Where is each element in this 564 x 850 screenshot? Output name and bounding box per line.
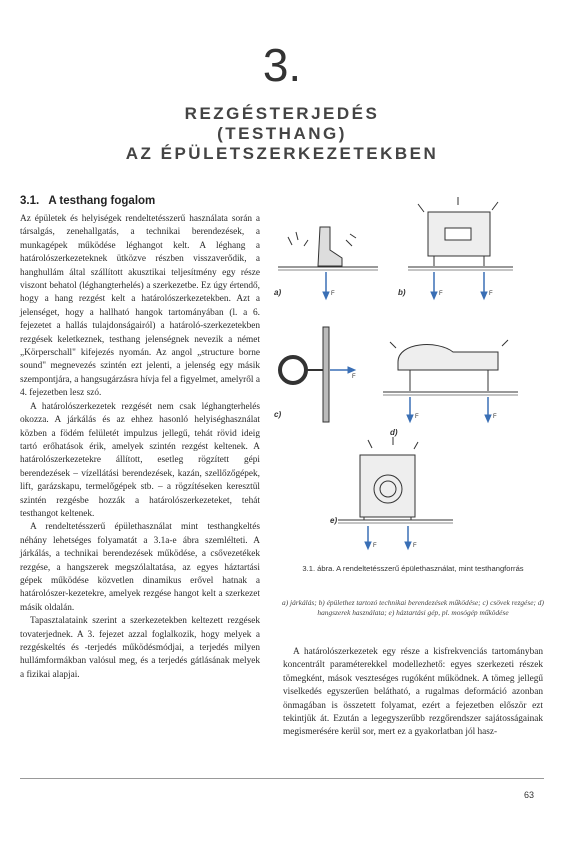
force-label: F (415, 414, 419, 420)
figure-caption: 3.1. ábra. A rendeltetésszerű épülethasználat, mint testhangforrás (302, 564, 524, 573)
walking-foot-icon (278, 227, 378, 299)
figure-illustration (268, 192, 558, 562)
footer-rule (20, 778, 544, 779)
section-title: A testhang fogalom (48, 195, 156, 207)
left-column (20, 213, 260, 682)
chapter-title-line-3: AZ ÉPÜLETSZERKEZETEKBEN (125, 144, 439, 163)
force-label: F (331, 291, 335, 297)
paragraph-3: A rendeltetésszerű épülethasználat mint testhangkeltés néhány lehetséges folyamatát a 3.1a-e ábra szemlélteti. A járkálás, a technikai berendezések működése, a csővezetékek rezgése, a hangszerek megszólaltatása, az egyes háztartási gépek működése közvetlen dinamikus erővel hatnak a határolószer-kezetekre, amelyek rezgése hangot kelt a szerkezet másik oldalán. (20, 522, 260, 613)
force-label: F (373, 543, 377, 549)
force-label: F (493, 414, 497, 420)
pipe-in-wall-icon (280, 327, 355, 422)
figure-label-d: d) (390, 428, 398, 437)
section-number: 3.1. (20, 195, 40, 207)
force-label: F (413, 543, 417, 549)
figure-caption-legend: a) járkálás; b) épülethez tartozó technikai berendezések működése; c) csövek rezgése; d) hangszerek használata; e) háztartási gép, pl. mosógép működése (282, 598, 544, 617)
paragraph-1: Az épületek és helyiségek rendeltetésszerű használata során a társalgás, zenehallgatás, a technikai berendezések, a munkagépek működése léghangot kelt. A léghang a határolószerkezeteknek ütközve részben visszaverődik, a hanghullám által szállított akusztikai teljesítmény egy része viszont behatol (léghangterhelés) a szerkezetbe. Ez úgy értendő, hogy a hang rezgést kelt a határolószerkezetekben. Azt a jelenséget, hogy a hallható hangok tartományában (l. a 6. fejezetet a hallás tulajdonságairól) a határoló-szerkezetekben rezgések keletkeznek, testhang jelenségnek nevezik a német „Körperschall" kifejezés nyomán. Az angol „structure borne sound" megnevezés szintén ezt jelenti, a jelenség egy másik szempontjára, a hangsugárzásra hívja fel a figyelmet, amelyről a 4. fejezetben lesz szó. (20, 214, 260, 399)
right-column (283, 646, 543, 740)
chapter-number: 3. (262, 39, 302, 91)
figure-label-a: a) (274, 288, 282, 297)
paragraph-2: A határolószerkezetek rezgését nem csak léghangterhelés okozza. A járkálás és az ehhez hasonló helyiséghasználat közben a födém felületét impulzus jellegű, tehát rövid ideig tartó erőhatások érik, amelyek szintén rezgést keltenek. A határolószerkezetekre állított, esetleg rögzített gépi berendezések – vízellátási berendezések, kazán, szellőzőgépek, lift, garázskapu, termelőgépek stb. – a rögzítéseken keresztül szintén rezgésbe hozzák a határolószerkezeteket, tehát testhangot keltenek. (20, 401, 260, 519)
force-label: F (352, 374, 356, 380)
washing-machine-icon (338, 437, 453, 549)
machine-on-legs-icon (408, 197, 513, 299)
figure-label-b: b) (398, 288, 406, 297)
paragraph-4: Tapasztalataink szerint a szerkezetekben keltezett rezgések tovaterjednek. A 3. fejezet azzal foglalkozik, hogy melyek a rezgéskeltés és -terjedés működésmódjai, a terjedés milyen hullámformákban valósul meg, és a terjedés gátlásának melyek a fizikai alapjai. (20, 616, 260, 680)
piano-icon (383, 340, 518, 422)
chapter-title-line-1: REZGÉSTERJEDÉS (184, 104, 380, 123)
figure-label-c: c) (274, 410, 282, 419)
paragraph-right-1: A határolószerkezetek egy része a kisfrekvenciás tartományban koncentrált paraméterekkel modellezhető: egyes szerkezeti részek tömegként, mások veszteséges rugóként működnek. A tömeg jellegű viselkedés egyszerűen belátható, a rugalmas deformáció azonban önmagában is összetett folyamat, ezért a fejezetben először ezt tekintjük át. Ezután a legegyszerűbb rezgőrendszer sajátosságainak megismerésére kerül sor, mert ez a gyakorlatban jól hasz- (283, 647, 543, 738)
chapter-title-line-2: (TESTHANG) (217, 124, 347, 143)
force-label: F (489, 291, 493, 297)
section-heading (20, 195, 155, 207)
force-label: F (439, 291, 443, 297)
page-number: 63 (523, 790, 534, 800)
figure-label-e: e) (330, 516, 338, 525)
